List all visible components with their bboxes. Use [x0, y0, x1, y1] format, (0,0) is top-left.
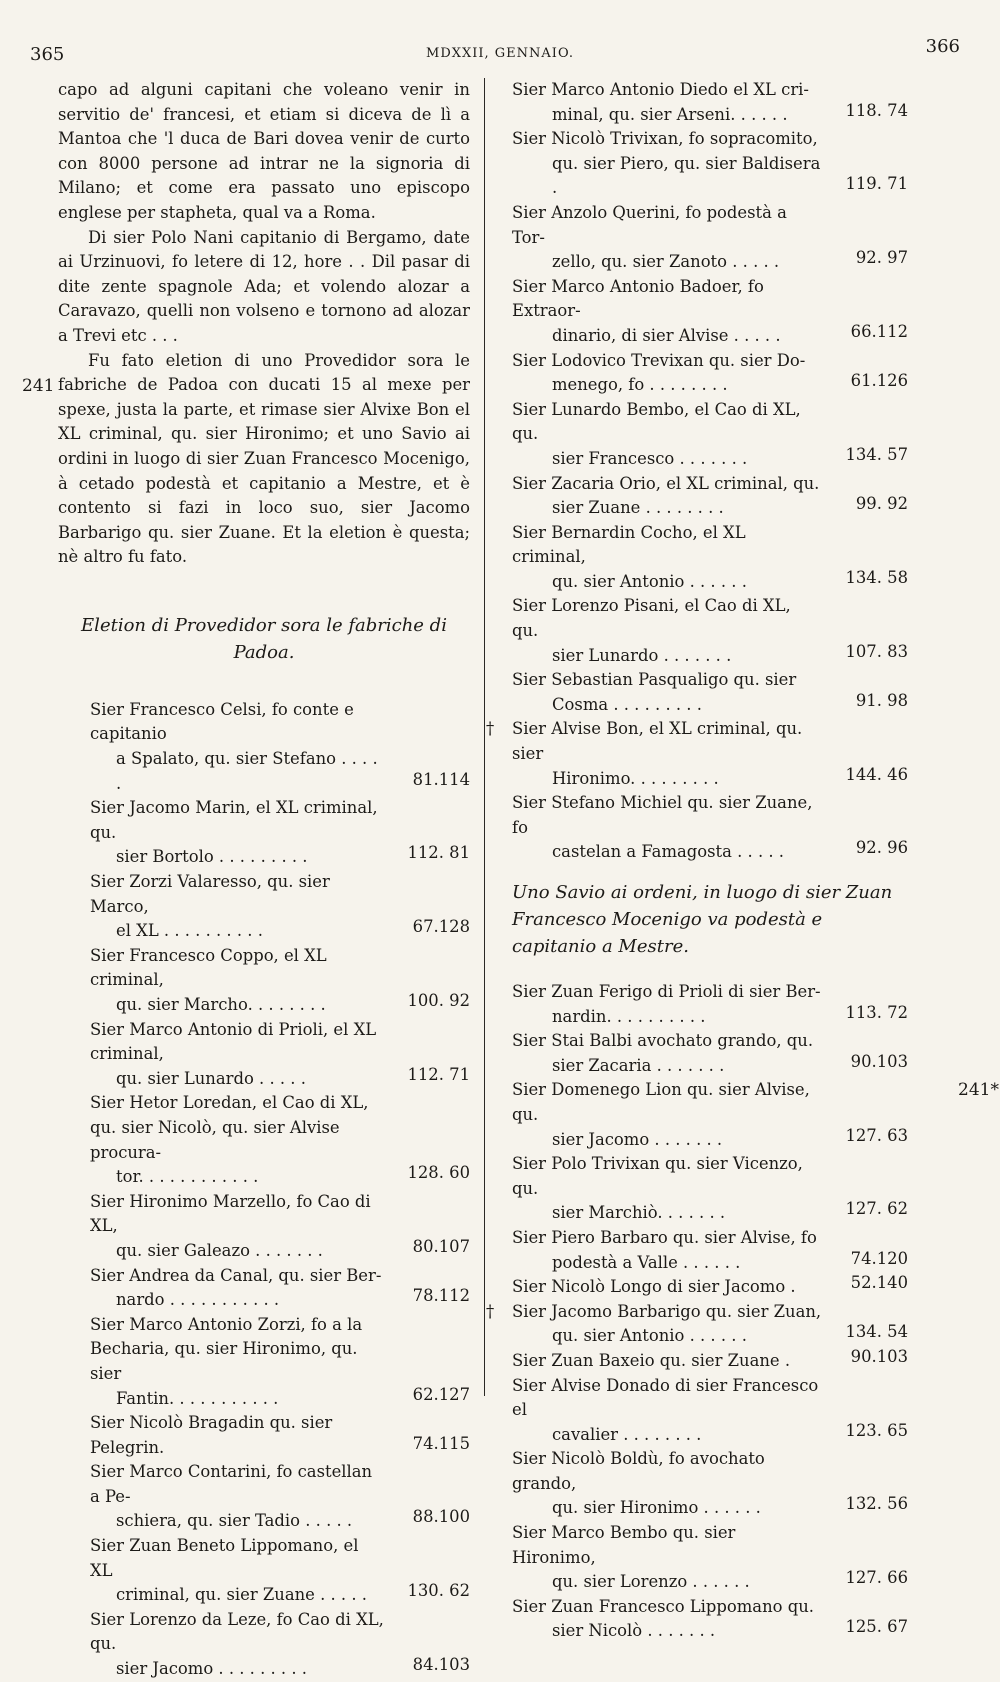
- candidate-name-continued: Fantin. . . . . . . . . . .: [116, 1388, 279, 1408]
- page-number-right: 366: [925, 36, 960, 57]
- vote-count: 84.103: [412, 1655, 470, 1675]
- candidate-entry: [512, 980, 908, 1029]
- candidate-name-continued: qu. sier Lunardo . . . . .: [116, 1068, 306, 1088]
- candidate-name-continued: nardo . . . . . . . . . . .: [116, 1290, 280, 1310]
- candidate-name: Sier Hetor Loredan, el Cao di XL, qu. sier Nicolò, qu. sier Alvise procura-: [90, 1093, 369, 1162]
- column-divider: [484, 78, 485, 1396]
- candidate-name: Sier Francesco Coppo, el XL criminal,: [90, 945, 327, 990]
- vote-count: 90.103: [850, 1346, 908, 1366]
- elected-dagger-icon: †: [486, 1301, 495, 1321]
- vote-count: 125. 67: [845, 1617, 908, 1637]
- candidate-name: Sier Marco Antonio Badoer, fo Extraor-: [512, 276, 764, 321]
- candidate-name: Sier Nicolò Trivixan, fo sopracomito,: [512, 129, 818, 149]
- candidate-entry: [512, 1447, 908, 1521]
- candidate-entry: [58, 1534, 470, 1608]
- vote-count: 119. 71: [845, 174, 908, 194]
- candidate-entry: [512, 1029, 908, 1078]
- candidate-name: Sier Domenego Lion qu. sier Alvise, qu.: [512, 1080, 810, 1124]
- vote-count: 88.100: [412, 1507, 470, 1527]
- candidate-name: Sier Anzolo Querini, fo podestà a Tor-: [512, 202, 787, 247]
- candidate-entry: [58, 1091, 470, 1189]
- vote-count: 74.120: [850, 1248, 908, 1268]
- candidate-name: Sier Marco Bembo qu. sier Hironimo,: [512, 1523, 736, 1567]
- candidate-name: Sier Alvise Bon, el XL criminal, qu. sier: [512, 719, 803, 764]
- paragraph-2-text: Di sier Polo Nani capitanio di Bergamo, date ai Urzinuovi, fo letere di 12, hore . . Dil pasar di dite zente spagnole Ada; et volendo alozar a Caravazo, quelli non volseno e tornono ad alozar a Trevi etc . . .: [58, 227, 470, 345]
- candidate-name-continued: qu. sier Hironimo . . . . . .: [552, 1498, 761, 1518]
- candidate-name-continued: sier Zuane . . . . . . . .: [552, 498, 724, 518]
- running-title: MDXXII, GENNAIO.: [426, 46, 574, 61]
- candidate-name: Sier Stefano Michiel qu. sier Zuane, fo: [512, 793, 813, 837]
- margin-note-left: 241: [22, 376, 55, 396]
- candidate-entry: [512, 349, 908, 398]
- candidate-entry: [512, 1346, 908, 1374]
- candidate-name-continued: Cosma . . . . . . . . .: [552, 694, 702, 714]
- candidate-name: Sier Hironimo Marzello, fo Cao di XL,: [90, 1191, 371, 1236]
- vote-count: 112. 81: [407, 843, 470, 863]
- page-number-left: 365: [30, 44, 65, 65]
- candidate-name: Sier Polo Trivixan qu. sier Vicenzo, qu.: [512, 1154, 803, 1198]
- candidate-entry: [58, 1264, 470, 1313]
- candidate-entry: [512, 275, 908, 349]
- candidate-name-continued: Hironimo. . . . . . . . .: [552, 768, 719, 788]
- candidate-entry: [58, 1411, 470, 1460]
- vote-count: 90.103: [850, 1051, 908, 1071]
- candidate-entry: [512, 1152, 908, 1226]
- candidate-name-continued: criminal, qu. sier Zuane . . . . .: [116, 1585, 367, 1605]
- candidate-name: Sier Piero Barbaro qu. sier Alvise, fo: [512, 1227, 817, 1247]
- vote-count: 134. 54: [845, 1322, 908, 1342]
- election-list-left: [58, 698, 470, 1682]
- candidate-name: Sier Jacomo Barbarigo qu. sier Zuan,: [512, 1301, 822, 1321]
- vote-count: 100. 92: [407, 991, 470, 1010]
- candidate-name: Sier Marco Antonio Zorzi, fo a la Becharia, qu. sier Hironimo, qu. sier: [90, 1314, 363, 1383]
- candidate-entry: [512, 472, 908, 521]
- candidate-name: Sier Lunardo Bembo, el Cao di XL, qu.: [512, 399, 801, 444]
- vote-count: 107. 83: [845, 641, 908, 661]
- candidate-name-continued: cavalier . . . . . . . .: [552, 1424, 702, 1444]
- candidate-entry: [512, 1275, 908, 1300]
- candidate-entry: [512, 127, 908, 201]
- vote-count: 78.112: [412, 1286, 470, 1306]
- candidate-entry: [58, 944, 470, 1018]
- candidate-name-continued: qu. sier Marcho. . . . . . . .: [116, 995, 326, 1014]
- candidate-entry: [58, 698, 470, 796]
- candidate-entry: [58, 796, 470, 870]
- paragraph-1: capo ad alguni capitani che voleano venir in servitio de' francesi, et etiam si diceva de lì a Mantoa che 'l duca de Bari dovea venir de curto con 8000 persone ad intrar ne la signoria di Milano; et come era passato uno episcopo englese per stapheta, qual va a Roma.: [58, 80, 470, 222]
- candidate-name: Sier Marco Antonio Diedo el XL cri-: [512, 80, 809, 99]
- candidate-name: Sier Zuan Beneto Lippomano, el XL: [90, 1536, 359, 1580]
- vote-count: 92. 97: [855, 248, 908, 268]
- candidate-name-continued: nardin. . . . . . . . . .: [552, 1006, 706, 1026]
- candidate-name-continued: podestà a Valle . . . . . .: [552, 1252, 741, 1272]
- candidate-name: Sier Zuan Baxeio qu. sier Zuane .: [512, 1350, 791, 1370]
- candidate-entry: [512, 398, 908, 472]
- candidate-entry: [512, 668, 908, 717]
- candidate-name: Sier Nicolò Bragadin qu. sier Pelegrin.: [90, 1413, 333, 1457]
- vote-count: 127. 63: [845, 1125, 908, 1145]
- vote-count: 74.115: [412, 1433, 470, 1453]
- candidate-name: Sier Lorenzo da Leze, fo Cao di XL, qu.: [90, 1609, 384, 1654]
- paragraph-3: Fu fato eletion di uno Provedidor sora le fabriche de Padoa con ducati 15 al mexe per spexe, justa la parte, et rimase sier Alvixe Bon el XL criminal, qu. sier Hironimo; et uno Savio ai ordini in luogo di sier Zuan Francesco Mocenigo, à cetado podestà et capitanio a Mestre, et è contento si fazi in loco suo, sier Jacomo Barbarigo qu. sier Zuane. Et la eletion è questa; nè altro fu fato.: [58, 350, 470, 567]
- vote-count: 144. 46: [845, 764, 908, 784]
- candidate-entry: [512, 1595, 908, 1644]
- right-column: [486, 78, 908, 1644]
- vote-count: 62.127: [412, 1384, 470, 1404]
- candidate-name-continued: sier Zacaria . . . . . . .: [552, 1055, 725, 1075]
- vote-count: 134. 57: [845, 444, 908, 464]
- candidate-name-continued: qu. sier Antonio . . . . . .: [552, 571, 747, 591]
- candidate-name: Sier Zuan Francesco Lippomano qu.: [512, 1596, 814, 1616]
- candidate-name-continued: sier Marchiò. . . . . . .: [552, 1203, 726, 1223]
- candidate-entry: [58, 870, 470, 944]
- vote-count: 127. 66: [845, 1568, 908, 1588]
- candidate-name-continued: dinario, di sier Alvise . . . . .: [552, 325, 781, 345]
- candidate-name-continued: sier Jacomo . . . . . . . . .: [116, 1659, 307, 1679]
- candidate-entry: [512, 1078, 908, 1152]
- candidate-name-continued: sier Francesco . . . . . . .: [552, 448, 748, 468]
- candidate-name-continued: castelan a Famagosta . . . . .: [552, 842, 784, 862]
- candidate-entry: [58, 1608, 470, 1682]
- candidate-name-continued: minal, qu. sier Arseni. . . . . .: [552, 104, 788, 124]
- candidate-name: Sier Zuan Ferigo di Prioli di sier Ber-: [512, 982, 821, 1001]
- candidate-name-continued: el XL . . . . . . . . . .: [116, 921, 263, 941]
- section-heading-left: Eletion di Provedidor sora le fabriche di Padoa.: [81, 614, 447, 663]
- vote-count: 123. 65: [845, 1420, 908, 1440]
- vote-count: 130. 62: [407, 1581, 470, 1601]
- candidate-name: Sier Nicolò Longo di sier Jacomo .: [512, 1277, 796, 1297]
- vote-count: 91. 98: [855, 690, 908, 710]
- candidate-entry: [512, 1226, 908, 1275]
- candidate-name: Sier Zorzi Valaresso, qu. sier Marco,: [90, 872, 330, 916]
- candidate-name-continued: qu. sier Antonio . . . . . .: [552, 1326, 747, 1346]
- candidate-entry: [58, 1190, 470, 1264]
- candidate-name-continued: qu. sier Piero, qu. sier Baldisera .: [552, 153, 821, 198]
- candidate-name: Sier Lorenzo Pisani, el Cao di XL, qu.: [512, 596, 791, 641]
- candidate-name-continued: menego, fo . . . . . . . .: [552, 375, 728, 395]
- vote-count: 80.107: [412, 1236, 470, 1256]
- vote-count: 92. 96: [855, 838, 908, 858]
- vote-count: 52.140: [850, 1273, 908, 1293]
- candidate-entry: [512, 1521, 908, 1595]
- vote-count: 134. 58: [845, 567, 908, 587]
- vote-count: 113. 72: [845, 1002, 908, 1022]
- candidate-entry: [512, 594, 908, 668]
- candidate-name: Sier Bernardin Cocho, el XL criminal,: [512, 522, 746, 567]
- vote-count: 128. 60: [407, 1163, 470, 1183]
- candidate-entry: [486, 1300, 908, 1349]
- candidate-name-continued: sier Bortolo . . . . . . . . .: [116, 847, 308, 867]
- candidate-name-continued: sier Lunardo . . . . . . .: [552, 645, 732, 665]
- margin-note-right: 241*: [958, 1080, 999, 1100]
- election-list-right-2: [486, 980, 908, 1644]
- candidate-name: Sier Andrea da Canal, qu. sier Ber-: [90, 1265, 382, 1285]
- candidate-name: Sier Marco Contarini, fo castellan a Pe-: [90, 1462, 373, 1506]
- candidate-name-continued: tor. . . . . . . . . . . .: [116, 1167, 259, 1187]
- candidate-name-continued: sier Nicolò . . . . . . .: [552, 1621, 716, 1641]
- candidate-name: Sier Jacomo Marin, el XL criminal, qu.: [90, 798, 378, 842]
- candidate-name: Sier Stai Balbi avochato grando, qu.: [512, 1031, 814, 1051]
- candidate-name-continued: zello, qu. sier Zanoto . . . . .: [552, 252, 780, 272]
- candidate-name: Sier Nicolò Boldù, fo avochato grando,: [512, 1449, 765, 1493]
- candidate-name: Sier Sebastian Pasqualigo qu. sier: [512, 670, 797, 690]
- vote-count: 118. 74: [845, 100, 908, 120]
- candidate-name: Sier Lodovico Trevixan qu. sier Do-: [512, 350, 806, 370]
- section-heading-right: Uno Savio ai ordeni, in luogo di sier Zuan Francesco Mocenigo va podestà e capitanio a Mestre.: [512, 882, 893, 957]
- vote-count: 99. 92: [855, 494, 908, 514]
- vote-count: 66.112: [850, 321, 908, 341]
- paragraph-2: [58, 226, 470, 349]
- candidate-entry: [58, 1313, 470, 1411]
- candidate-entry: [58, 1460, 470, 1534]
- left-column: [58, 78, 470, 1682]
- candidate-name-continued: sier Jacomo . . . . . . .: [552, 1129, 723, 1149]
- candidate-name: Sier Alvise Donado di sier Francesco el: [512, 1375, 819, 1420]
- vote-count: 81.114: [412, 769, 470, 789]
- candidate-entry: [486, 717, 908, 791]
- candidate-name-continued: qu. sier Lorenzo . . . . . .: [552, 1572, 750, 1592]
- vote-count: 127. 62: [845, 1199, 908, 1219]
- vote-count: 61.126: [850, 371, 908, 391]
- candidate-name: Sier Francesco Celsi, fo conte e capitanio: [90, 699, 354, 744]
- elected-dagger-icon: †: [486, 719, 495, 739]
- candidate-entry: [512, 1374, 908, 1448]
- candidate-name: Sier Marco Antonio di Prioli, el XL criminal,: [90, 1019, 377, 1064]
- election-list-right-1: [486, 78, 908, 865]
- vote-count: 67.128: [412, 917, 470, 937]
- candidate-name-continued: qu. sier Galeazo . . . . . . .: [116, 1240, 323, 1260]
- candidate-name-continued: a Spalato, qu. sier Stefano . . . . .: [116, 749, 378, 793]
- candidate-name-continued: schiera, qu. sier Tadio . . . . .: [116, 1511, 353, 1531]
- candidate-entry: [512, 791, 908, 865]
- vote-count: 132. 56: [845, 1494, 908, 1514]
- page-header: [0, 30, 1000, 70]
- candidate-entry: [512, 78, 908, 127]
- candidate-entry: [512, 201, 908, 275]
- candidate-name: Sier Zacaria Orio, el XL criminal, qu.: [512, 473, 820, 493]
- vote-count: 112. 71: [407, 1064, 470, 1084]
- candidate-entry: [58, 1018, 470, 1092]
- candidate-entry: [512, 521, 908, 595]
